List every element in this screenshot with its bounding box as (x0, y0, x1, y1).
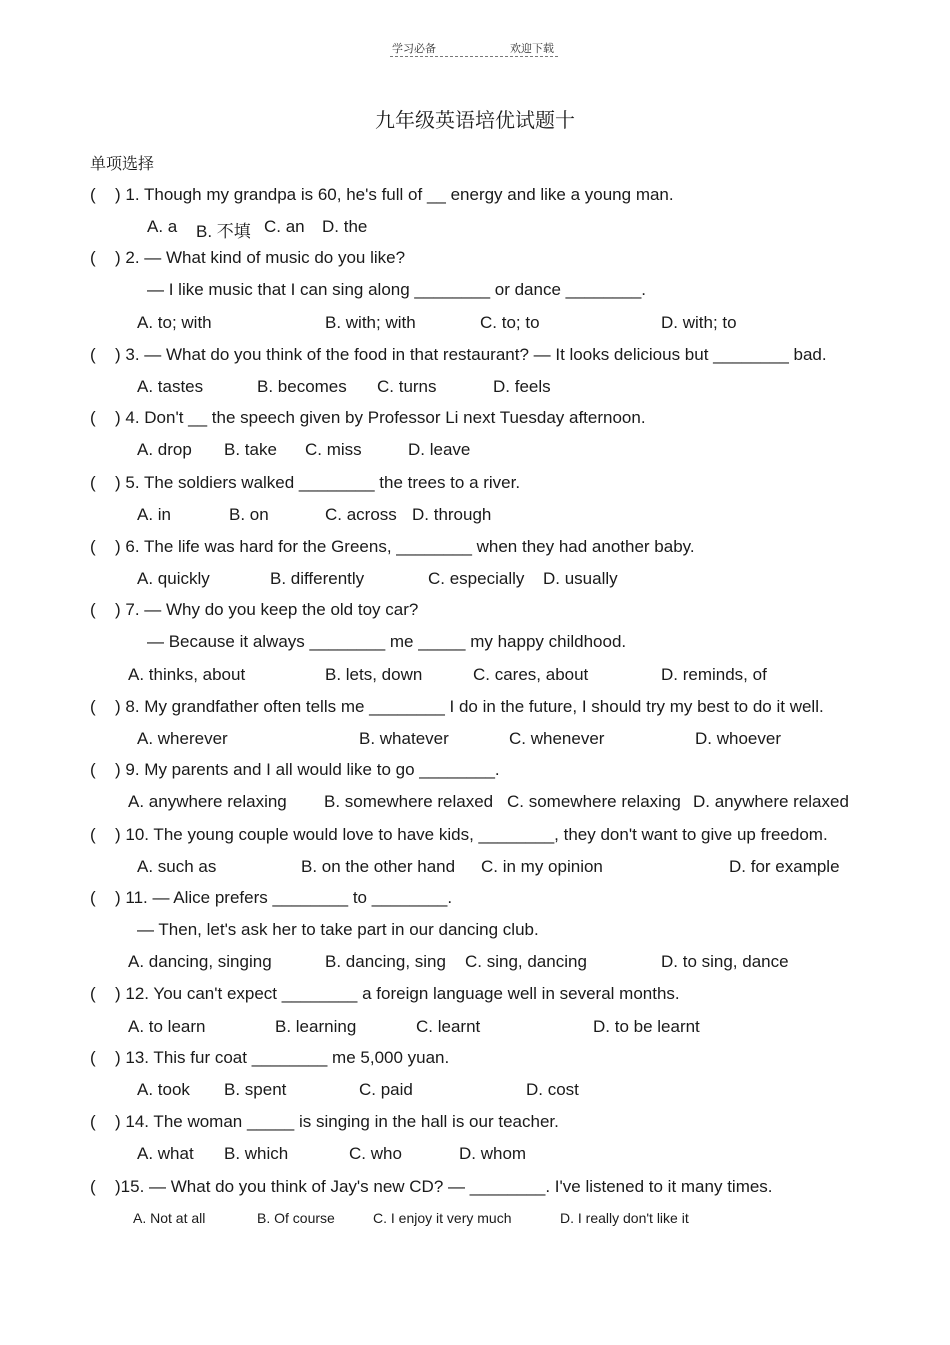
answer-option[interactable]: B. on (229, 505, 269, 524)
answer-option[interactable]: B. on the other hand (301, 857, 456, 876)
answer-option[interactable]: C. miss (305, 440, 362, 459)
answer-option[interactable]: D. whoever (695, 729, 781, 748)
answer-option[interactable]: B. becomes (257, 377, 347, 396)
answer-bracket[interactable]: ( (90, 600, 96, 619)
answer-option[interactable]: A. quickly (137, 569, 210, 588)
answer-option[interactable]: A. drop (137, 440, 192, 459)
answer-option[interactable]: B. 不填 (196, 222, 251, 241)
question-text: ) 5. The soldiers walked ________ the trees to a river. (115, 473, 521, 492)
answer-option[interactable]: B. lets, down (325, 665, 423, 684)
answer-bracket[interactable]: ( (90, 537, 96, 556)
answer-option[interactable]: D. reminds, of (661, 665, 767, 684)
question-text: ) 6. The life was hard for the Greens, ________ when they had another baby. (115, 537, 695, 556)
answer-option[interactable]: C. paid (359, 1080, 413, 1099)
answer-option[interactable]: C. turns (377, 377, 437, 396)
answer-option[interactable]: B. learning (275, 1017, 357, 1036)
answer-option[interactable]: D. leave (408, 440, 471, 459)
question-text: ) 12. You can't expect ________ a foreign language well in several months. (115, 984, 680, 1003)
answer-option[interactable]: B. Of course (257, 1210, 335, 1226)
answer-bracket[interactable]: ( (90, 473, 96, 492)
header-left-text: 学习必备 (392, 42, 436, 55)
answer-option[interactable]: A. dancing, singing (128, 952, 272, 971)
answer-option[interactable]: C. especially (428, 569, 525, 588)
question-text: ) 13. This fur coat ________ me 5,000 yuan. (115, 1048, 450, 1067)
question-text: ) 7. — Why do you keep the old toy car? (115, 600, 419, 619)
answer-option[interactable]: A. anywhere relaxing (128, 792, 287, 811)
answer-option[interactable]: A. took (137, 1080, 190, 1099)
answer-option[interactable]: C. whenever (509, 729, 605, 748)
question-text: ) 14. The woman _____ is singing in the hall is our teacher. (115, 1112, 559, 1131)
answer-option[interactable]: D. feels (493, 377, 551, 396)
answer-option[interactable]: C. learnt (416, 1017, 481, 1036)
reply-text: — Then, let's ask her to take part in our dancing club. (137, 920, 539, 939)
answer-option[interactable]: A. thinks, about (128, 665, 246, 684)
answer-option[interactable]: A. to; with (137, 313, 212, 332)
answer-option[interactable]: C. I enjoy it very much (373, 1210, 512, 1226)
question-text: ) 4. Don't __ the speech given by Professor Li next Tuesday afternoon. (115, 408, 646, 427)
answer-option[interactable]: D. anywhere relaxed (693, 792, 849, 811)
answer-option[interactable]: C. an (264, 217, 305, 236)
answer-bracket[interactable]: ( (90, 185, 96, 204)
question-text: ) 3. — What do you think of the food in that restaurant? — It looks delicious but ________ bad. (115, 345, 827, 364)
reply-text: — I like music that I can sing along ________ or dance ________. (147, 280, 647, 299)
answer-option[interactable]: A. wherever (137, 729, 228, 748)
answer-bracket[interactable]: ( (90, 888, 96, 907)
answer-bracket[interactable]: ( (90, 1177, 96, 1196)
question-text: ) 8. My grandfather often tells me ________ I do in the future, I should try my best to do it well. (115, 697, 824, 716)
answer-option[interactable]: A. Not at all (133, 1210, 206, 1226)
answer-option[interactable]: D. through (412, 505, 492, 524)
answer-option[interactable]: A. such as (137, 857, 217, 876)
question-text: ) 10. The young couple would love to have kids, ________, they don't want to give up freedom. (115, 825, 828, 844)
answer-option[interactable]: D. to sing, dance (661, 952, 789, 971)
answer-bracket[interactable]: ( (90, 825, 96, 844)
answer-option[interactable]: B. which (224, 1144, 289, 1163)
answer-option[interactable]: C. in my opinion (481, 857, 603, 876)
answer-option[interactable]: B. dancing, sing (325, 952, 446, 971)
answer-option[interactable]: D. to be learnt (593, 1017, 700, 1036)
answer-option[interactable]: B. with; with (325, 313, 416, 332)
question-text: ) 2. — What kind of music do you like? (115, 248, 406, 267)
answer-option[interactable]: D. with; to (661, 313, 737, 332)
answer-option[interactable]: C. sing, dancing (465, 952, 587, 971)
answer-option[interactable]: C. to; to (480, 313, 540, 332)
answer-option[interactable]: C. who (349, 1144, 402, 1163)
reply-text: — Because it always ________ me _____ my happy childhood. (147, 632, 627, 651)
page-title: 九年级英语培优试题十 (375, 108, 575, 132)
answer-bracket[interactable]: ( (90, 408, 96, 427)
answer-option[interactable]: D. I really don't like it (560, 1210, 689, 1226)
answer-option[interactable]: A. to learn (128, 1017, 206, 1036)
answer-option[interactable]: B. somewhere relaxed (324, 792, 494, 811)
answer-bracket[interactable]: ( (90, 248, 96, 267)
answer-option[interactable]: A. in (137, 505, 172, 524)
question-text: )15. — What do you think of Jay's new CD? — ________. I've listened to it many times. (115, 1177, 773, 1196)
answer-option[interactable]: A. tastes (137, 377, 204, 396)
section-heading: 单项选择 (90, 154, 155, 173)
question-text: ) 1. Though my grandpa is 60, he's full of __ energy and like a young man. (115, 185, 674, 204)
answer-option[interactable]: D. for example (729, 857, 840, 876)
answer-option[interactable]: B. differently (270, 569, 365, 588)
answer-bracket[interactable]: ( (90, 1048, 96, 1067)
question-text: ) 9. My parents and I all would like to go ________. (115, 760, 500, 779)
answer-bracket[interactable]: ( (90, 345, 96, 364)
answer-bracket[interactable]: ( (90, 984, 96, 1003)
answer-bracket[interactable]: ( (90, 760, 96, 779)
answer-option[interactable]: B. whatever (359, 729, 449, 748)
answer-option[interactable]: B. spent (224, 1080, 287, 1099)
answer-bracket[interactable]: ( (90, 1112, 96, 1131)
question-text: ) 11. — Alice prefers ________ to ________. (115, 888, 453, 907)
answer-option[interactable]: D. the (322, 217, 368, 236)
answer-option[interactable]: B. take (224, 440, 277, 459)
answer-option[interactable]: D. usually (543, 569, 618, 588)
answer-option[interactable]: A. what (137, 1144, 194, 1163)
answer-option[interactable]: C. cares, about (473, 665, 589, 684)
answer-bracket[interactable]: ( (90, 697, 96, 716)
page-header (390, 40, 558, 57)
answer-option[interactable]: A. a (147, 217, 178, 236)
answer-option[interactable]: D. cost (526, 1080, 579, 1099)
header-right-text: 欢迎下载 (510, 42, 554, 55)
answer-option[interactable]: C. somewhere relaxing (507, 792, 681, 811)
answer-option[interactable]: C. across (325, 505, 397, 524)
answer-option[interactable]: D. whom (459, 1144, 527, 1163)
